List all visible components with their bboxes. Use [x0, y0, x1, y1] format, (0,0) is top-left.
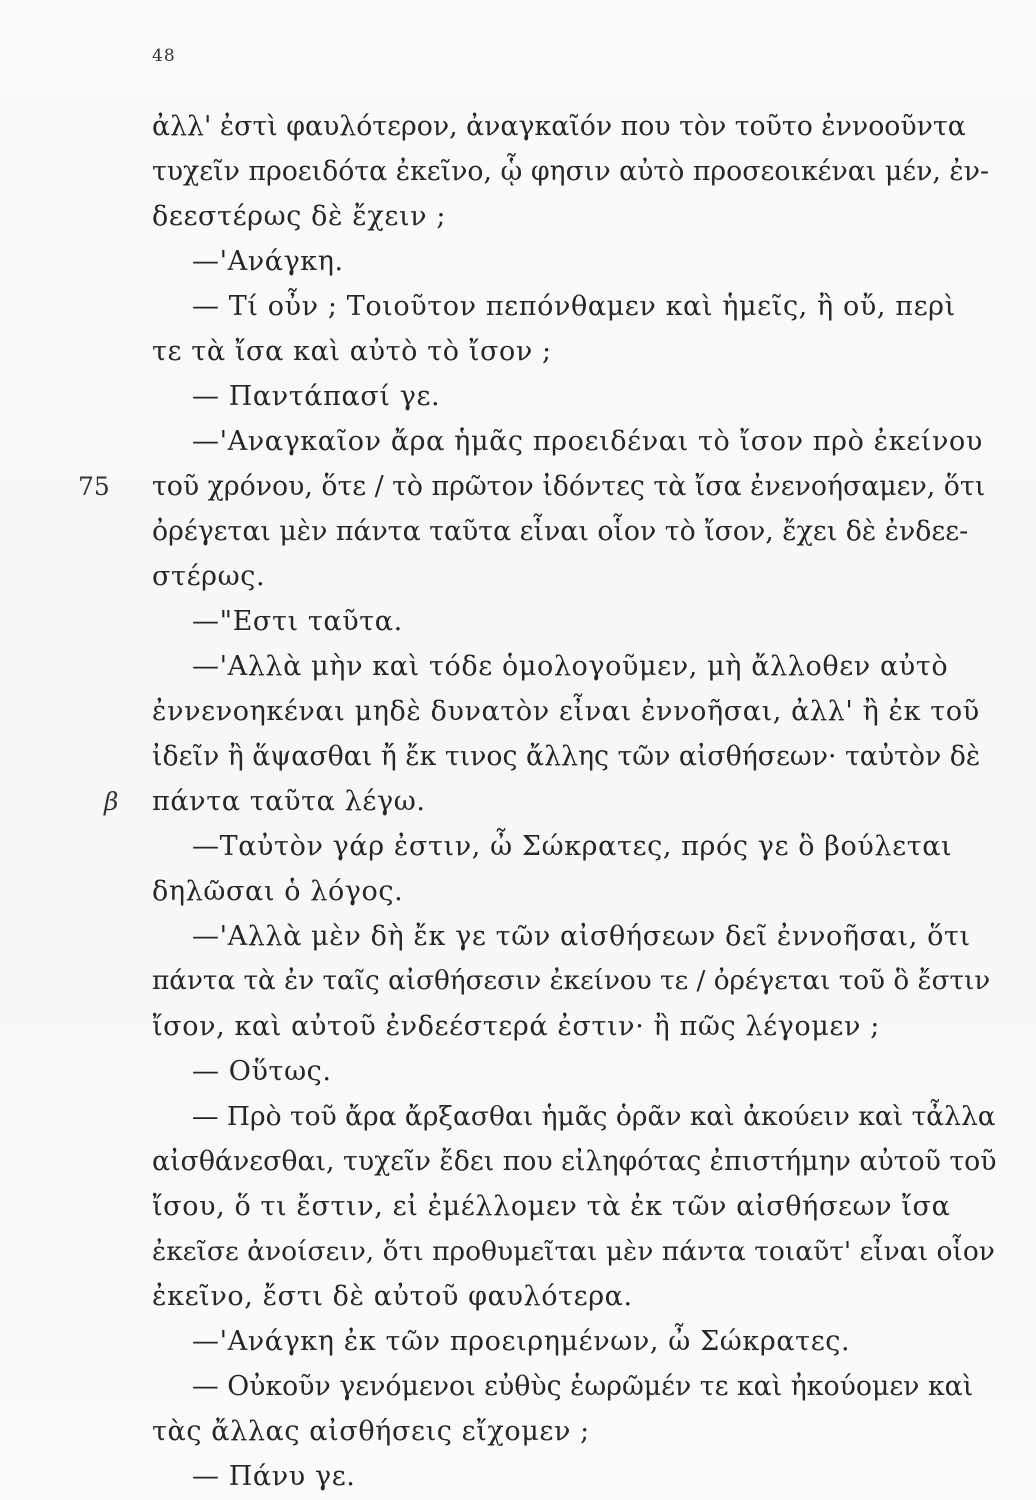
- text-line: [152, 509, 997, 554]
- text-line: [152, 1274, 997, 1319]
- line-text: —'Αλλὰ μὲν δὴ ἔκ γε τῶν αἰσθήσεων δεῖ ἐννοῆσαι, ὅτι: [192, 921, 971, 952]
- text-line: [152, 1229, 997, 1274]
- text-line: [152, 374, 997, 419]
- line-text: στέρως.: [152, 561, 266, 592]
- text-line: [152, 1319, 997, 1364]
- text-line: [152, 194, 997, 239]
- line-text: ἐκεῖσε ἀνοίσειν, ὅτι προθυμεῖται μὲν πάντα τοιαῦτ' εἶναι οἷον: [152, 1236, 995, 1267]
- line-text: — Πρὸ τοῦ ἄρα ἄρξασθαι ἡμᾶς ὁρᾶν καὶ ἀκούειν καὶ τἆλλα: [192, 1101, 996, 1132]
- line-text: —"Εστι ταῦτα.: [192, 606, 403, 637]
- line-text: ἀλλ' ἐστὶ φαυλότερον, ἀναγκαῖόν που τὸν τοῦτο ἐννοοῦντα: [152, 111, 966, 142]
- text-line: [152, 284, 997, 329]
- line-text: ἐκεῖνο, ἔστι δὲ αὐτοῦ φαυλότερα.: [152, 1281, 633, 1312]
- line-text: ἰδεῖν ἢ ἅψασθαι ἤ ἔκ τινος ἄλλης τῶν αἰσθήσεων· ταὐτὸν δὲ: [152, 741, 981, 772]
- line-text: δηλῶσαι ὁ λόγος.: [152, 876, 404, 907]
- text-line: [152, 869, 997, 914]
- line-text: —'Αλλὰ μὴν καὶ τόδε ὁμολογοῦμεν, μὴ ἄλλοθεν αὐτὸ: [192, 651, 949, 682]
- text-line: [152, 1364, 997, 1409]
- line-text: ἴσου, ὅ τι ἔστιν, εἰ ἐμέλλομεν τὰ ἐκ τῶν αἰσθήσεων ἴσα: [152, 1191, 951, 1222]
- line-text: ὀρέγεται μὲν πάντα ταῦτα εἶναι οἷον τὸ ἴσον, ἔχει δὲ ἐνδεε-: [152, 516, 969, 547]
- line-text: —Ταὐτὸν γάρ ἐστιν, ὦ Σώκρατες, πρός γε ὃ βούλεται: [192, 831, 953, 862]
- line-text: πάντα τὰ ἐν ταῖς αἰσθήσεσιν ἐκείνου τε / ὀρέγεται τοῦ ὃ ἔστιν: [152, 966, 991, 996]
- text-line: [152, 959, 997, 1004]
- text-line: [152, 689, 997, 734]
- line-text: —'Ανάγκη.: [192, 246, 344, 277]
- text-line: [152, 1004, 997, 1049]
- line-number-marker: 75: [78, 472, 110, 501]
- text-line: [152, 1049, 997, 1094]
- line-text: πάντα ταῦτα λέγω.: [152, 786, 426, 817]
- line-text: τε τὰ ἴσα καὶ αὐτὸ τὸ ἴσον ;: [152, 336, 552, 367]
- line-text: ἴσον, καὶ αὐτοῦ ἐνδεέστερά ἐστιν· ἢ πῶς λέγομεν ;: [152, 1011, 880, 1042]
- line-text: αἰσθάνεσθαι, τυχεῖν ἔδει που εἰληφότας ἐπιστήμην αὐτοῦ τοῦ: [152, 1146, 997, 1177]
- line-text: —'Αναγκαῖον ἄρα ἡμᾶς προειδέναι τὸ ἴσον πρὸ ἐκείνου: [192, 426, 983, 457]
- text-line: [152, 914, 997, 959]
- line-text: — Παντάπασί γε.: [192, 381, 441, 412]
- text-line: [152, 1139, 997, 1184]
- text-line: [152, 104, 997, 149]
- greek-text-body: [78, 104, 997, 1499]
- text-line: [152, 419, 997, 464]
- line-text: — Πάνυ γε.: [192, 1461, 356, 1492]
- text-line: [104, 779, 997, 824]
- line-text: τὰς ἄλλας αἰσθήσεις εἴχομεν ;: [152, 1416, 590, 1447]
- line-text: — Οὕτως.: [192, 1056, 332, 1087]
- text-line: [152, 1094, 997, 1139]
- text-line: [152, 239, 997, 284]
- page-number: 48: [152, 46, 176, 66]
- section-letter-marker: β: [104, 787, 120, 816]
- text-line: [152, 644, 997, 689]
- text-line: [152, 329, 997, 374]
- text-line: [152, 824, 997, 869]
- line-text: —'Ανάγκη ἐκ τῶν προειρημένων, ὦ Σώκρατες.: [192, 1326, 851, 1357]
- line-text: — Οὐκοῦν γενόμενοι εὐθὺς ἑωρῶμέν τε καὶ ἠκούομεν καὶ: [192, 1371, 974, 1402]
- line-text: τοῦ χρόνου, ὅτε / τὸ πρῶτον ἰδόντες τὰ ἴσα ἐνενοήσαμεν, ὅτι: [152, 471, 986, 502]
- line-text: τυχεῖν προειδότα ἐκεῖνο, ᾧ φησιν αὐτὸ προσεοικέναι μέν, ἐν-: [152, 156, 990, 187]
- text-line: [152, 149, 997, 194]
- text-line: [152, 1454, 997, 1499]
- text-line: [152, 599, 997, 644]
- text-line: [152, 1184, 997, 1229]
- text-line: [152, 554, 997, 599]
- line-text: ἐννενοηκέναι μηδὲ δυνατὸν εἶναι ἐννοῆσαι, ἀλλ' ἢ ἐκ τοῦ: [152, 696, 980, 727]
- line-text: δεεστέρως δὲ ἔχειν ;: [152, 201, 447, 232]
- text-line: [78, 464, 997, 509]
- text-line: [152, 1409, 997, 1454]
- text-line: [152, 734, 997, 779]
- line-text: — Τί οὖν ; Τοιοῦτον πεπόνθαμεν καὶ ἡμεῖς, ἢ οὔ, περὶ: [192, 291, 956, 322]
